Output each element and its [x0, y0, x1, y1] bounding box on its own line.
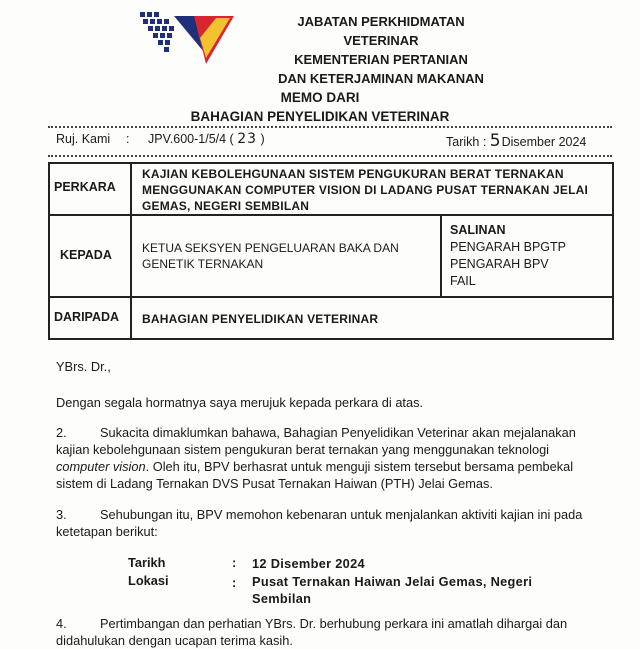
salutation: YBrs. Dr.,: [56, 359, 111, 374]
tarikh-label: Tarikh: [128, 555, 166, 570]
daripada-label: DARIPADA: [54, 310, 120, 324]
agency-name: JABATAN PERKHIDMATAN VETERINAR KEMENTERIAN PERTANIAN DAN KETERJAMINAN MAKANAN: [278, 14, 484, 86]
opening-line: Dengan segala hormatnya saya merujuk kepada perkara di atas.: [56, 395, 424, 410]
kepada-label: KEPADA: [60, 248, 112, 262]
ref-handwritten-number: 23: [237, 131, 258, 147]
para-3-number: 3.: [56, 507, 67, 522]
para-3-line-1: Sehubungan itu, BPV memohon kebenaran untuk menjalankan aktiviti kajian ini pada: [100, 507, 583, 522]
tarikh-value: 12 Disember 2024: [252, 556, 365, 571]
para-2-line-3: computer vision. Oleh itu, BPV berhasrat untuk menguji sistem tersebut bersama pembekal: [56, 459, 574, 474]
para-2-line-1: Sukacita dimaklumkan bahawa, Bahagian Penyelidikan Veterinar akan mejalanakan: [100, 425, 576, 440]
ref-date: Tarikh : 5Disember 2024: [446, 131, 587, 151]
memo-title: MEMO DARI BAHAGIAN PENYELIDIKAN VETERINAR: [190, 90, 450, 124]
divider: [48, 126, 612, 128]
para-2-line-4: sistem di Ladang Ternakan DVS Pusat Ternakan Haiwan (PTH) Jelai Gemas.: [56, 476, 493, 491]
para-2-line-2: kajian kebolehgunaan sistem pengukuran berat ternakan yang menggunakan teknologi: [56, 442, 550, 457]
jpv-logo-icon: [138, 8, 238, 70]
perkara-value: KAJIAN KEBOLEHGUNAAN SISTEM PENGUKURAN BERAT TERNAKAN MENGGUNAKAN COMPUTER VISION DI LADANG PUSAT TERNAKAN JELAI GEMAS, NEGERI SEMBILAN: [142, 167, 589, 213]
tarikh-colon: :: [232, 555, 237, 570]
date-handwritten-day: 5: [489, 131, 502, 151]
para-4-line-1: Pertimbangan dan perhatian YBrs. Dr. berhubung perkara ini amatlah dihargai dan: [100, 616, 568, 631]
kepada-value: KETUA SEKSYEN PENGELUARAN BAKA DAN GENETIK TERNAKAN: [142, 241, 399, 271]
salinan-label: SALINAN: [450, 223, 506, 237]
lokasi-value: Pusat Ternakan Haiwan Jelai Gemas, Negeri Sembilan: [252, 574, 533, 606]
ref-label: Ruj. Kami: [56, 132, 111, 146]
salinan-block: SALINAN PENGARAH BPGTP PENGARAH BPV FAIL: [450, 223, 566, 288]
daripada-value: BAHAGIAN PENYELIDIKAN VETERINAR: [142, 312, 379, 326]
para-4-line-2: didahulukan dengan ucapan terima kasih.: [56, 633, 293, 648]
ref-value: JPV.600-1/5/4 ( 23 ): [148, 131, 265, 147]
para-4-number: 4.: [56, 616, 67, 631]
para-3-line-2: ketetapan berikut:: [56, 524, 158, 539]
perkara-label: PERKARA: [54, 180, 116, 194]
para-2-number: 2.: [56, 425, 67, 440]
lokasi-label: Lokasi: [128, 573, 169, 588]
lokasi-colon: :: [232, 575, 237, 590]
ref-colon: :: [126, 132, 130, 146]
divider: [48, 155, 612, 157]
